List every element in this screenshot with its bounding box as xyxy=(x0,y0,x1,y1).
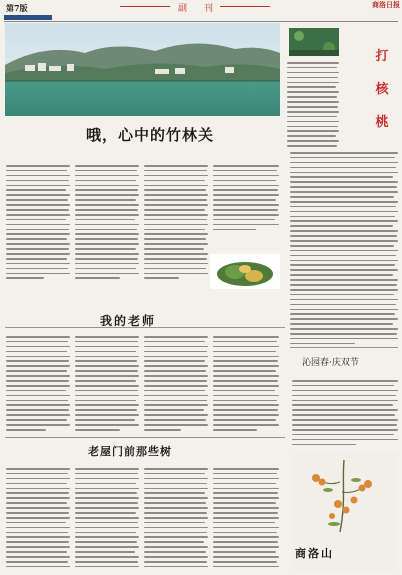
teacher-article-title: 我的老师 xyxy=(100,314,157,328)
food-photo xyxy=(210,254,280,289)
trees-article-column-2 xyxy=(75,468,139,571)
paper-logo: 商洛日报 xyxy=(372,0,400,9)
walnut-article-column-2 xyxy=(290,152,398,348)
walnut-article-title xyxy=(372,40,392,139)
date-bar xyxy=(4,15,52,20)
section-title: 副 刊 xyxy=(178,4,218,14)
poem-body xyxy=(292,380,398,448)
trees-article-title: 老屋门前那些树 xyxy=(88,445,172,458)
section-divider-poem xyxy=(290,347,398,348)
teacher-article-column-4 xyxy=(213,336,279,434)
page-number: 第7版 xyxy=(6,3,28,13)
walnut-title-char-2: 核 xyxy=(375,82,389,97)
teacher-article-column-3 xyxy=(144,336,208,434)
top-rule xyxy=(4,21,398,22)
main-article-column-1 xyxy=(6,165,70,282)
walnut-article-column-1 xyxy=(287,62,339,150)
section-divider-trees xyxy=(5,437,285,438)
section-rule-right xyxy=(220,6,270,7)
section-rule-left xyxy=(120,6,170,7)
trees-article-column-1 xyxy=(6,468,70,571)
trees-article-column-4 xyxy=(213,468,279,571)
sidebar-header-image xyxy=(289,28,339,56)
poem-title: 沁园春·庆双节 xyxy=(302,358,359,368)
main-article-column-4 xyxy=(213,165,279,233)
teacher-article-column-2 xyxy=(75,336,139,434)
walnut-title-char-1: 打 xyxy=(375,49,389,64)
calligraphy-title: 商洛山 xyxy=(295,547,334,560)
main-article-column-2 xyxy=(75,165,139,282)
walnut-title-char-3: 桃 xyxy=(375,115,389,130)
main-article-headline: 哦，心中的竹林关 xyxy=(85,126,214,144)
trees-article-column-3 xyxy=(144,468,208,571)
teacher-article-column-1 xyxy=(6,336,70,434)
lake-landscape-photo xyxy=(5,23,280,116)
main-article-column-3 xyxy=(144,165,208,282)
